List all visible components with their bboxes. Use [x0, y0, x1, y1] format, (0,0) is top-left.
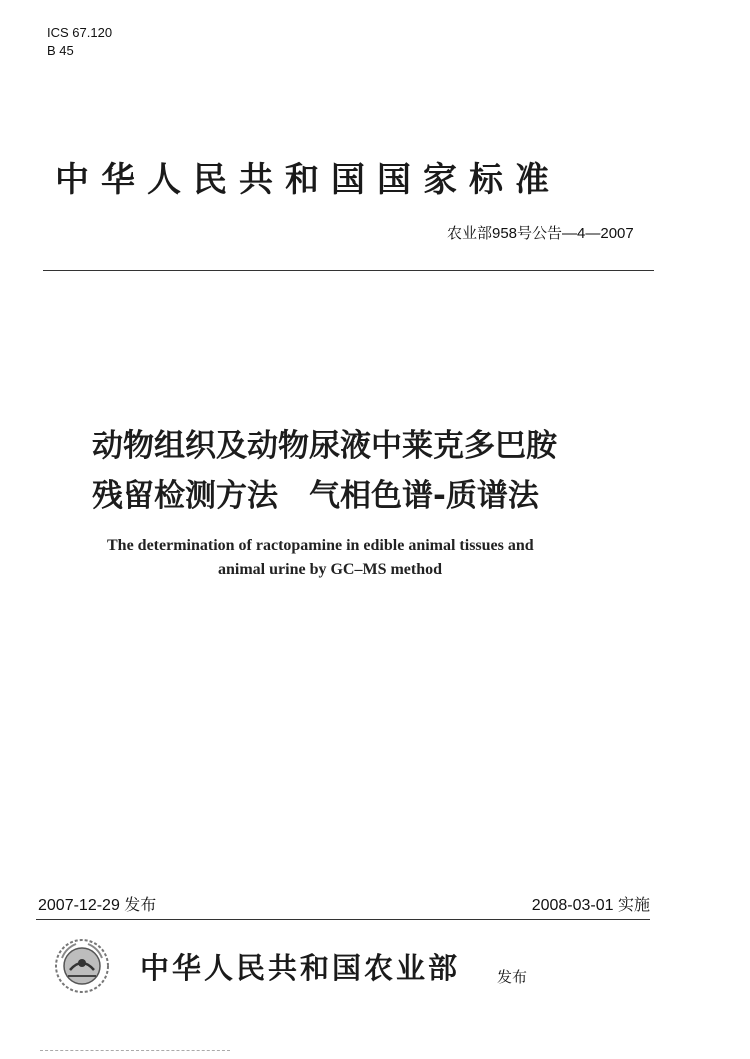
standard-type-title: 中华人民共和国国家标准	[55, 160, 561, 200]
document-title-cn-line1: 动物组织及动物尿液中莱克多巴胺	[92, 428, 557, 464]
implementation-date: 2008-03-01 实施	[531, 897, 650, 914]
header-divider	[43, 270, 654, 271]
document-title-cn-line2: 残留检测方法 气相色谱-质谱法	[92, 478, 539, 514]
document-title-en-line2: animal urine by GC–MS method	[218, 561, 443, 578]
ministry-emblem-icon	[52, 936, 112, 996]
publisher-name: 中华人民共和国农业部	[140, 951, 461, 985]
issue-date: 2007-12-29 发布	[38, 897, 157, 914]
publish-label: 发布	[497, 968, 528, 986]
document-title-en-line1: The determination of ractopamine in edible animal tissues and	[107, 537, 534, 554]
footer-divider	[36, 919, 650, 920]
scan-edge-line	[40, 1050, 230, 1051]
ics-code: ICS 67.120	[47, 25, 113, 40]
classification-code: B 45	[47, 43, 74, 58]
standard-number: 农业部958号公告—4—2007	[447, 225, 634, 242]
